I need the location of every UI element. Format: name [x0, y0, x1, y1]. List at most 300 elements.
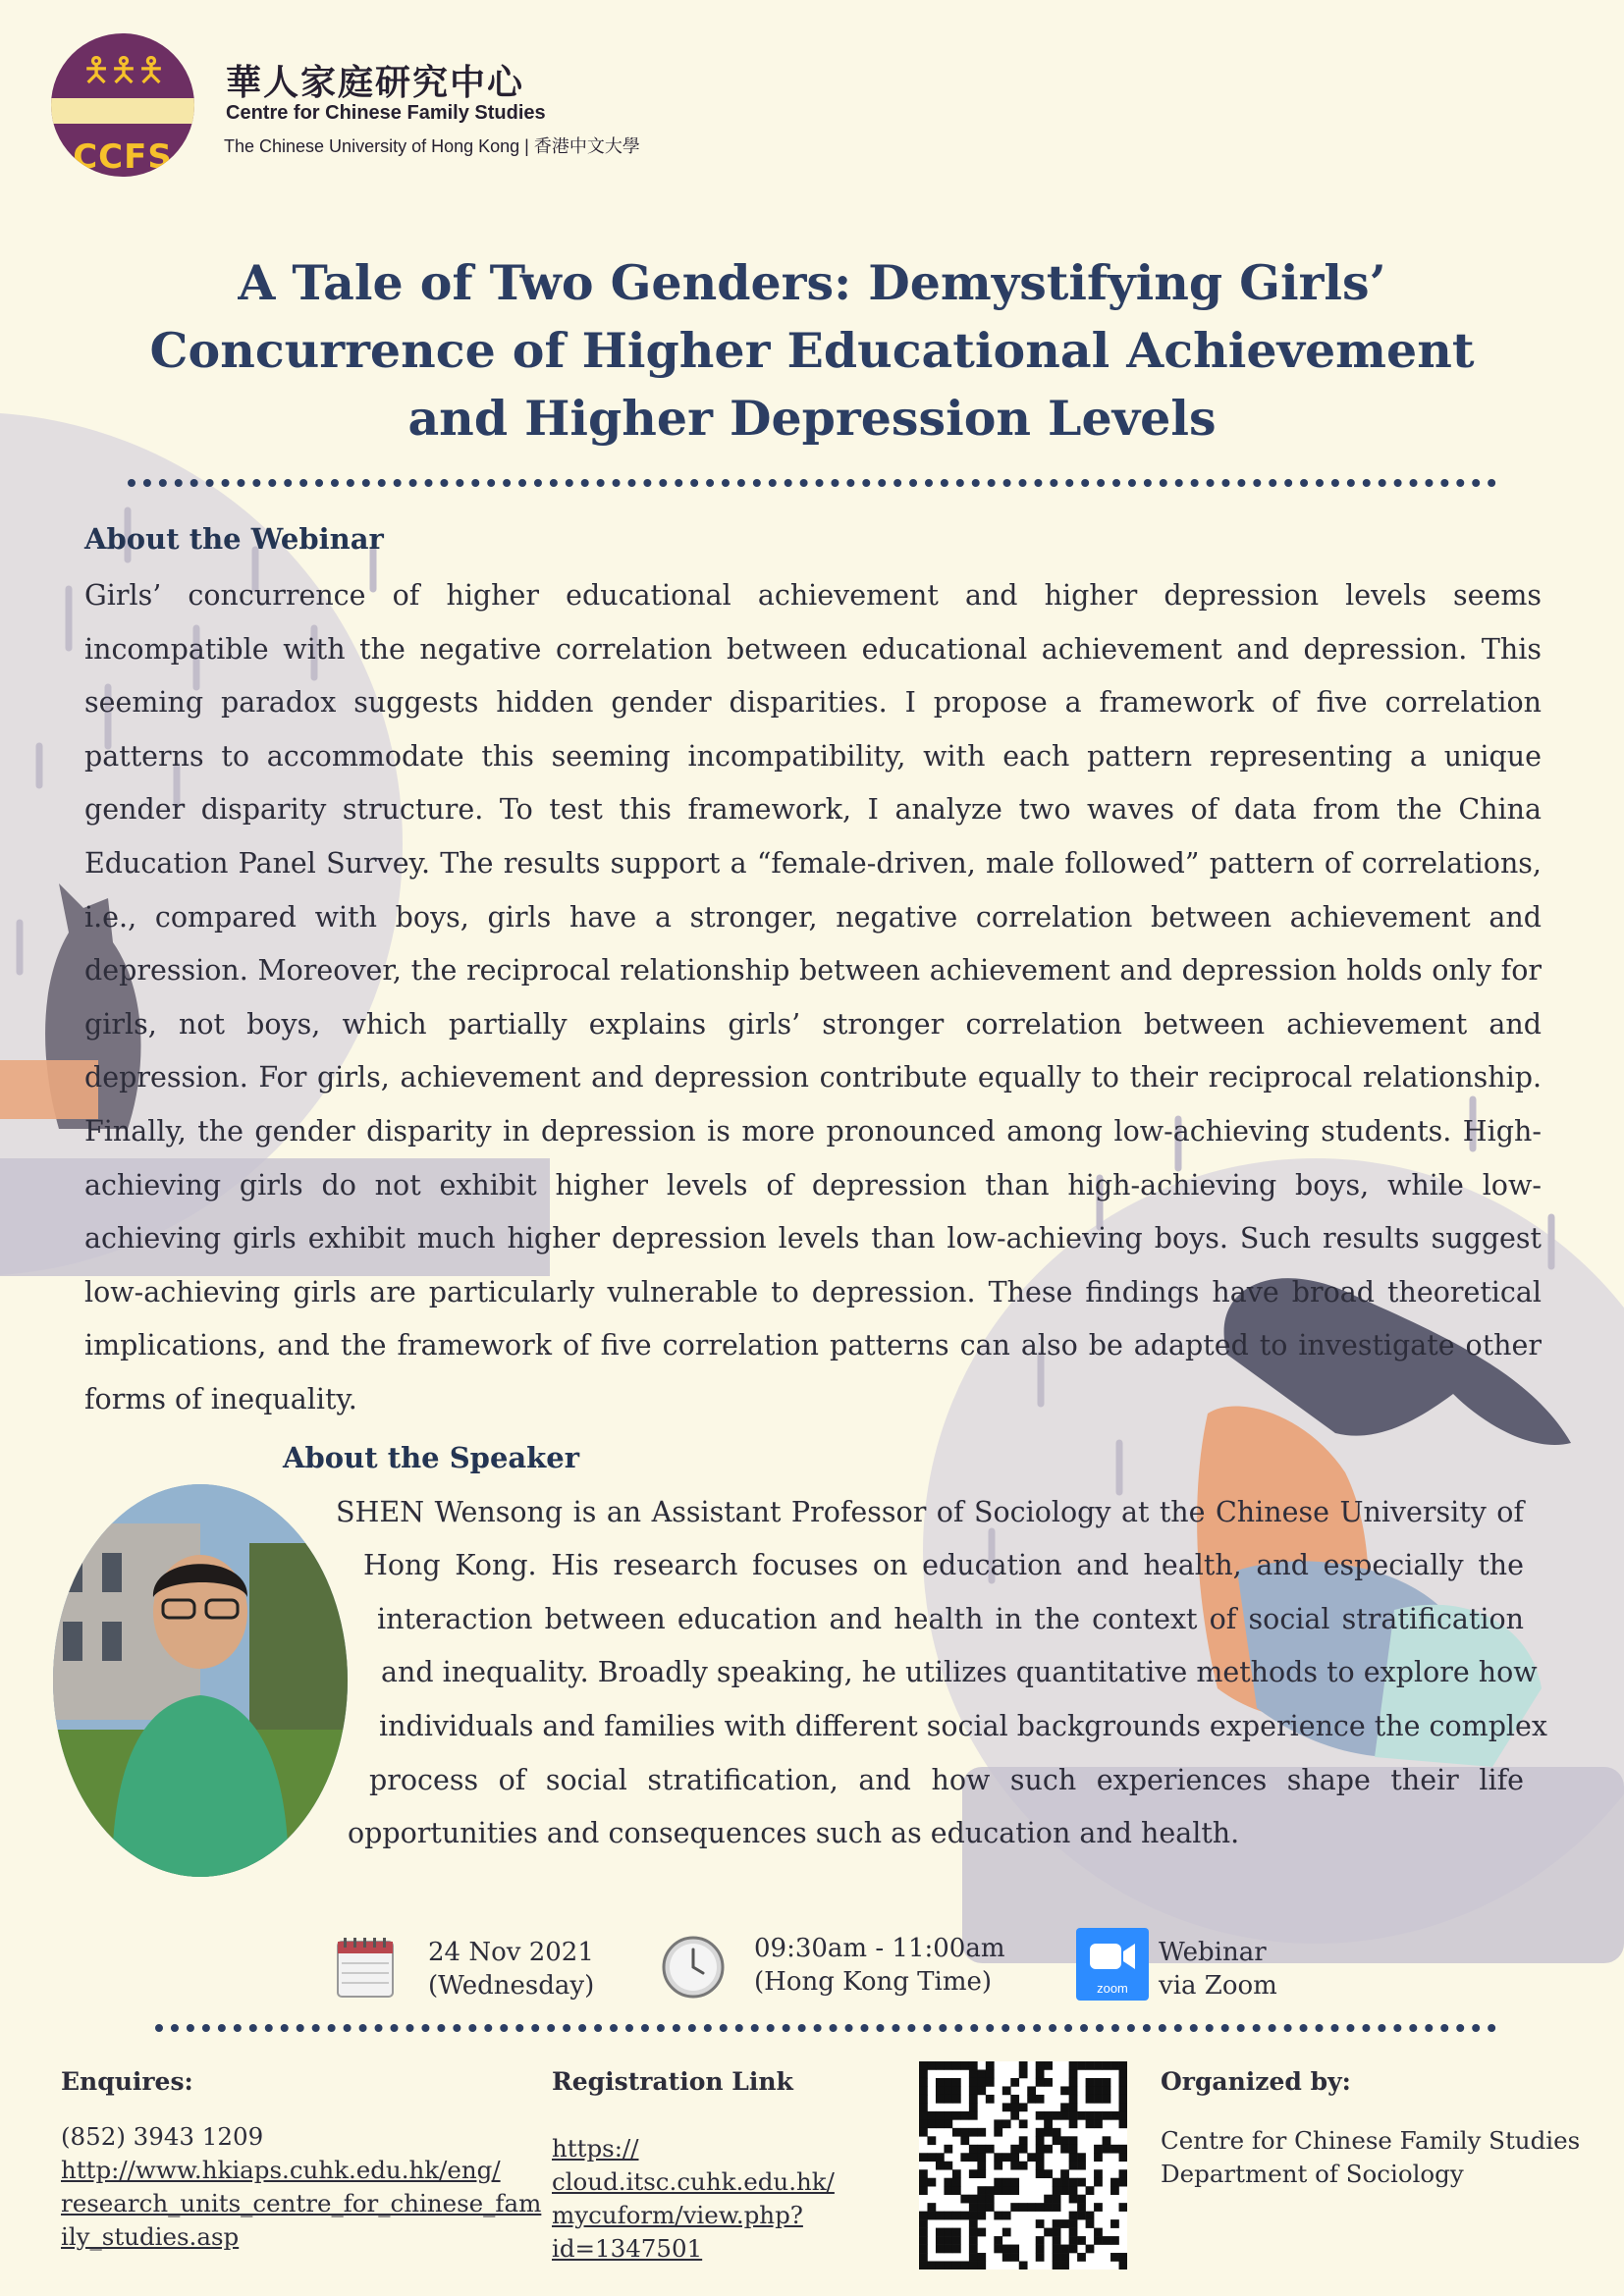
qr-module: [1119, 2153, 1127, 2162]
qr-module: [919, 2153, 928, 2162]
qr-module: [1027, 2086, 1036, 2095]
qr-module: [944, 2061, 952, 2070]
event-date-block: [428, 1936, 594, 2002]
qr-module: [977, 2169, 986, 2178]
qr-module: [1119, 2069, 1127, 2078]
qr-module: [1069, 2153, 1078, 2162]
event-mode-block: [1159, 1936, 1277, 2002]
enquiry-phone: (852) 3943 1209: [61, 2122, 264, 2151]
qr-module: [1094, 2153, 1103, 2162]
qr-module: [1010, 2162, 1019, 2170]
enquiry-link-line-3[interactable]: ily_studies.asp: [61, 2222, 240, 2251]
qr-module: [1069, 2195, 1078, 2204]
qr-module: [1053, 2236, 1061, 2245]
qr-module: [994, 2119, 1002, 2128]
qr-module: [977, 2145, 986, 2154]
title-line-1: A Tale of Two Genders: Demystifying Girls’: [238, 254, 1386, 311]
qr-module: [952, 2061, 961, 2070]
qr-module: [960, 2136, 969, 2145]
qr-module: [1110, 2219, 1119, 2228]
qr-module: [960, 2153, 969, 2162]
qr-module: [919, 2236, 928, 2245]
qr-module: [977, 2203, 986, 2212]
qr-module: [1060, 2245, 1069, 2254]
qr-module: [1077, 2253, 1086, 2262]
qr-module: [1094, 2095, 1103, 2104]
event-mode-line-2: via Zoom: [1159, 1971, 1277, 2001]
qr-module: [919, 2069, 928, 2078]
family-figures-icon: 🯅🯅🯅: [81, 51, 164, 90]
qr-module: [1086, 2086, 1095, 2095]
qr-module: [927, 2111, 936, 2120]
qr-module: [944, 2095, 952, 2104]
qr-module: [969, 2169, 978, 2178]
qr-module: [1060, 2086, 1069, 2095]
qr-module: [969, 2153, 978, 2162]
enquiry-link-line-2[interactable]: research_units_centre_for_chinese_fam: [61, 2189, 542, 2217]
qr-module: [1086, 2245, 1095, 2254]
org-name-chinese: 華人家庭研究中心: [226, 62, 525, 103]
qr-module: [1060, 2186, 1069, 2195]
qr-module: [936, 2095, 945, 2104]
qr-module: [1044, 2195, 1053, 2204]
registration-link-line-2[interactable]: cloud.itsc.cuhk.edu.hk/: [552, 2167, 835, 2196]
qr-module: [1094, 2178, 1103, 2187]
enquires-heading: Enquires:: [61, 2067, 193, 2096]
qr-module: [969, 2086, 978, 2095]
qr-module: [1027, 2095, 1036, 2104]
qr-module: [1069, 2119, 1078, 2128]
qr-module: [986, 2061, 995, 2070]
qr-module: [1069, 2061, 1078, 2070]
qr-module: [986, 2145, 995, 2154]
qr-module: [1086, 2061, 1095, 2070]
qr-module: [1019, 2103, 1028, 2111]
qr-module: [969, 2245, 978, 2254]
qr-module: [1010, 2186, 1019, 2195]
qr-module: [919, 2219, 928, 2228]
qr-module: [1036, 2111, 1045, 2120]
qr-module: [1044, 2203, 1053, 2212]
qr-module: [944, 2262, 952, 2269]
qr-module: [927, 2178, 936, 2187]
qr-module: [919, 2061, 928, 2070]
qr-module: [1053, 2203, 1061, 2212]
qr-module: [952, 2095, 961, 2104]
qr-module: [936, 2245, 945, 2254]
qr-module: [1110, 2178, 1119, 2187]
qr-module: [994, 2178, 1002, 2187]
qr-module: [986, 2069, 995, 2078]
qr-module: [994, 2186, 1002, 2195]
qr-module: [1119, 2262, 1127, 2269]
qr-module: [1010, 2145, 1019, 2154]
qr-module: [1036, 2162, 1045, 2170]
qr-module: [944, 2078, 952, 2087]
speaker-bio-line-3: interaction between education and health in the context of social stratification: [377, 1603, 1524, 1635]
qr-module: [919, 2128, 928, 2137]
qr-module: [994, 2153, 1002, 2162]
qr-module: [1103, 2236, 1111, 2245]
qr-module: [1002, 2245, 1011, 2254]
qr-module: [919, 2212, 928, 2220]
qr-module: [969, 2203, 978, 2212]
qr-code-icon: [919, 2061, 1127, 2269]
qr-module: [1019, 2136, 1028, 2145]
qr-module: [1094, 2228, 1103, 2237]
qr-module: [1053, 2178, 1061, 2187]
qr-module: [952, 2169, 961, 2178]
qr-module: [919, 2169, 928, 2178]
qr-module: [1077, 2153, 1086, 2162]
speaker-bio-line-7: opportunities and consequences such as education and health.: [348, 1817, 1240, 1849]
event-date: 24 Nov 2021: [428, 1938, 594, 1967]
registration-heading: Registration Link: [552, 2067, 793, 2096]
qr-module: [952, 2212, 961, 2220]
qr-module: [1036, 2219, 1045, 2228]
qr-module: [1010, 2203, 1019, 2212]
qr-module: [936, 2212, 945, 2220]
qr-module: [1010, 2103, 1019, 2111]
logo-text: CCFS: [73, 137, 173, 177]
qr-module: [919, 2103, 928, 2111]
qr-module: [1069, 2236, 1078, 2245]
qr-module: [944, 2212, 952, 2220]
qr-module: [1044, 2078, 1053, 2087]
qr-module: [1094, 2119, 1103, 2128]
qr-module: [1002, 2212, 1011, 2220]
qr-module: [960, 2262, 969, 2269]
qr-module: [1002, 2228, 1011, 2237]
qr-module: [960, 2128, 969, 2137]
qr-module: [1077, 2203, 1086, 2212]
qr-module: [1119, 2111, 1127, 2120]
qr-module: [1110, 2236, 1119, 2245]
qr-module: [1103, 2145, 1111, 2154]
qr-module: [919, 2111, 928, 2120]
webinar-heading: About the Webinar: [84, 522, 384, 556]
qr-module: [936, 2061, 945, 2070]
qr-module: [944, 2145, 952, 2154]
qr-module: [994, 2162, 1002, 2170]
qr-module: [1069, 2095, 1078, 2104]
qr-module: [919, 2095, 928, 2104]
qr-module: [936, 2086, 945, 2095]
qr-module: [969, 2103, 978, 2111]
registration-link-line-3[interactable]: mycuform/view.php?: [552, 2201, 803, 2229]
qr-module: [1069, 2069, 1078, 2078]
footer-divider: [155, 2024, 1496, 2032]
qr-module: [1036, 2061, 1045, 2070]
qr-module: [1044, 2128, 1053, 2137]
qr-module: [1103, 2111, 1111, 2120]
speaker-photo: [53, 1484, 348, 1877]
qr-module: [1119, 2061, 1127, 2070]
qr-module: [977, 2212, 986, 2220]
qr-module: [1036, 2136, 1045, 2145]
qr-module: [969, 2219, 978, 2228]
qr-module: [1094, 2145, 1103, 2154]
university-name: The Chinese University of Hong Kong | 香港中文大學: [224, 136, 640, 156]
qr-module: [1036, 2078, 1045, 2087]
qr-module: [1060, 2253, 1069, 2262]
qr-module: [1036, 2236, 1045, 2245]
qr-module: [969, 2078, 978, 2087]
qr-module: [994, 2245, 1002, 2254]
calendar-icon: [336, 1936, 397, 2001]
qr-module: [1094, 2078, 1103, 2087]
qr-module: [1002, 2086, 1011, 2095]
registration-link-line-1[interactable]: https://: [552, 2134, 639, 2163]
qr-module: [1094, 2236, 1103, 2245]
qr-module: [1077, 2111, 1086, 2120]
qr-module: [969, 2069, 978, 2078]
qr-module: [1069, 2178, 1078, 2187]
registration-link[interactable]: [552, 2132, 835, 2266]
qr-module: [1119, 2203, 1127, 2212]
qr-module: [1027, 2203, 1036, 2212]
qr-module: [1110, 2253, 1119, 2262]
qr-module: [1036, 2169, 1045, 2178]
qr-module: [927, 2262, 936, 2269]
organized-heading: Organized by:: [1161, 2067, 1351, 2096]
qr-module: [919, 2086, 928, 2095]
org-name-english: Centre for Chinese Family Studies: [226, 102, 546, 124]
qr-module: [1036, 2145, 1045, 2154]
qr-module: [1036, 2095, 1045, 2104]
event-time: 09:30am - 11:00am: [754, 1934, 1005, 1963]
qr-module: [1019, 2119, 1028, 2128]
qr-module: [1069, 2219, 1078, 2228]
qr-module: [1077, 2061, 1086, 2070]
qr-module: [969, 2145, 978, 2154]
qr-module: [977, 2128, 986, 2137]
qr-module: [919, 2119, 928, 2128]
zoom-label: zoom: [1097, 1981, 1128, 1996]
title-line-2: Concurrence of Higher Educational Achievement: [149, 322, 1475, 379]
qr-module: [1036, 2253, 1045, 2262]
qr-module: [994, 2212, 1002, 2220]
qr-module: [936, 2111, 945, 2120]
qr-module: [1069, 2212, 1078, 2220]
qr-module: [944, 2245, 952, 2254]
qr-module: [927, 2203, 936, 2212]
qr-module: [969, 2195, 978, 2204]
qr-module: [919, 2253, 928, 2262]
qr-module: [1044, 2228, 1053, 2237]
qr-module: [919, 2078, 928, 2087]
event-weekday: (Wednesday): [428, 1971, 595, 2001]
qr-module: [977, 2162, 986, 2170]
qr-module: [969, 2111, 978, 2120]
qr-module: [960, 2111, 969, 2120]
qr-module: [1060, 2103, 1069, 2111]
qr-module: [1010, 2245, 1019, 2254]
speaker-heading: About the Speaker: [283, 1441, 580, 1474]
qr-module: [977, 2186, 986, 2195]
qr-module: [936, 2236, 945, 2245]
qr-module: [1002, 2178, 1011, 2187]
qr-module: [1019, 2061, 1028, 2070]
qr-module: [1094, 2111, 1103, 2120]
qr-module: [1103, 2061, 1111, 2070]
title-line-3: and Higher Depression Levels: [407, 390, 1217, 447]
qr-module: [952, 2236, 961, 2245]
qr-module: [1060, 2178, 1069, 2187]
qr-module: [1060, 2262, 1069, 2269]
qr-module: [1103, 2086, 1111, 2095]
qr-module: [952, 2262, 961, 2269]
enquiry-link-line-1[interactable]: http://www.hkiaps.cuhk.edu.hk/eng/: [61, 2156, 501, 2184]
qr-module: [1002, 2119, 1011, 2128]
qr-module: [1002, 2153, 1011, 2162]
qr-module: [1110, 2111, 1119, 2120]
event-mode-line-1: Webinar: [1159, 1938, 1267, 1967]
enquiry-link[interactable]: [61, 2154, 541, 2254]
qr-module: [1119, 2103, 1127, 2111]
qr-module: [952, 2128, 961, 2137]
qr-module: [1060, 2145, 1069, 2154]
qr-module: [1086, 2212, 1095, 2220]
qr-module: [1010, 2153, 1019, 2162]
qr-module: [1077, 2195, 1086, 2204]
qr-module: [1044, 2169, 1053, 2178]
qr-module: [986, 2195, 995, 2204]
qr-module: [1044, 2111, 1053, 2120]
speaker-portrait-image: [53, 1484, 348, 1877]
qr-module: [1069, 2245, 1078, 2254]
qr-module: [1053, 2262, 1061, 2269]
zoom-icon: [1076, 1928, 1149, 2001]
qr-module: [1110, 2186, 1119, 2195]
qr-module: [927, 2153, 936, 2162]
qr-module: [936, 2262, 945, 2269]
qr-module: [919, 2186, 928, 2195]
qr-module: [977, 2195, 986, 2204]
qr-module: [1010, 2095, 1019, 2104]
qr-module: [1044, 2119, 1053, 2128]
logo-band: [51, 98, 194, 124]
speaker-bio-line-1: SHEN Wensong is an Assistant Professor of Sociology at the Chinese University of: [336, 1496, 1524, 1528]
qr-module: [977, 2253, 986, 2262]
qr-module: [1036, 2128, 1045, 2137]
qr-module: [952, 2186, 961, 2195]
qr-module: [1103, 2078, 1111, 2087]
qr-module: [1053, 2136, 1061, 2145]
qr-module: [1053, 2219, 1061, 2228]
qr-module: [1010, 2078, 1019, 2087]
registration-link-line-4[interactable]: id=1347501: [552, 2234, 703, 2263]
qr-module: [944, 2178, 952, 2187]
qr-module: [1069, 2145, 1078, 2154]
qr-module: [1077, 2236, 1086, 2245]
qr-module: [1069, 2103, 1078, 2111]
qr-module: [919, 2262, 928, 2269]
qr-module: [969, 2236, 978, 2245]
qr-module: [1036, 2069, 1045, 2078]
qr-module: [1086, 2078, 1095, 2087]
qr-module: [1010, 2111, 1019, 2120]
qr-module: [952, 2078, 961, 2087]
qr-module: [977, 2069, 986, 2078]
qr-module: [977, 2086, 986, 2095]
qr-module: [977, 2228, 986, 2237]
event-time-block: [754, 1932, 1004, 1999]
organizer-1: Centre for Chinese Family Studies: [1161, 2126, 1581, 2155]
qr-module: [977, 2153, 986, 2162]
qr-module: [1036, 2153, 1045, 2162]
clock-icon: [660, 1934, 727, 2001]
qr-module: [1110, 2061, 1119, 2070]
qr-module: [977, 2262, 986, 2269]
qr-module: [952, 2228, 961, 2237]
qr-module: [1053, 2128, 1061, 2137]
qr-module: [1010, 2178, 1019, 2187]
registration-qr-code[interactable]: [919, 2061, 1127, 2269]
qr-module: [936, 2119, 945, 2128]
qr-module: [1060, 2111, 1069, 2120]
qr-module: [1036, 2203, 1045, 2212]
qr-module: [936, 2162, 945, 2170]
qr-module: [986, 2186, 995, 2195]
ccfs-logo: [51, 33, 194, 177]
organizer-2: Department of Sociology: [1161, 2160, 1464, 2188]
qr-module: [944, 2236, 952, 2245]
qr-module: [1103, 2095, 1111, 2104]
qr-module: [1086, 2111, 1095, 2120]
qr-module: [1053, 2253, 1061, 2262]
qr-module: [1010, 2253, 1019, 2262]
qr-module: [994, 2236, 1002, 2245]
qr-module: [1019, 2262, 1028, 2269]
qr-module: [969, 2212, 978, 2220]
qr-module: [1060, 2136, 1069, 2145]
qr-module: [919, 2228, 928, 2237]
qr-module: [1119, 2178, 1127, 2187]
qr-module: [1053, 2111, 1061, 2120]
qr-module: [969, 2262, 978, 2269]
qr-module: [960, 2195, 969, 2204]
webinar-abstract: Girls’ concurrence of higher educational achievement and higher depression levels seems incompatible with the negative correlation between educational achievement and depression. This seeming paradox suggests hidden gender disparities. I propose a framework of five correlation patterns to accommodate this seeming incompatibility, with each pattern representing a unique gender disparity structure. To test this framework, I analyze two waves of data from the China Education Panel Survey. The results support a “female-driven, male followed” pattern of correlations, i.e., compared with boys, girls have a stronger, negative correlation between achievement and depression. Moreover, the reciprocal relationship between achievement and depression holds only for girls, not boys, which partially explains girls’ stronger correlation between achievement and depression. For girls, achievement and depression contribute equally to their reciprocal relationship. Finally, the gender disparity in depression is more pronounced among low-achieving students. High-achieving girls do not exhibit higher levels of depression than high-achieving boys, while low-achieving girls exhibit much higher depression levels than low-achieving boys. Such results suggest low-achieving girls are particularly vulnerable to depression. These findings have broad theoretical implications, and the framework of five correlation patterns can also be adapted to investigate other forms of inequality.: [84, 579, 1542, 1415]
qr-module: [1094, 2203, 1103, 2212]
qr-module: [1077, 2212, 1086, 2220]
qr-module: [936, 2153, 945, 2162]
qr-module: [1053, 2245, 1061, 2254]
qr-module: [1103, 2136, 1111, 2145]
qr-module: [986, 2078, 995, 2087]
qr-module: [927, 2119, 936, 2128]
qr-module: [919, 2245, 928, 2254]
qr-module: [969, 2228, 978, 2237]
qr-module: [1094, 2061, 1103, 2070]
qr-module: [1094, 2169, 1103, 2178]
video-camera-icon: [1076, 1928, 1149, 1983]
qr-module: [1110, 2145, 1119, 2154]
qr-module: [1119, 2095, 1127, 2104]
qr-module: [960, 2061, 969, 2070]
qr-module: [1119, 2145, 1127, 2154]
qr-module: [1094, 2086, 1103, 2095]
qr-module: [1069, 2136, 1078, 2145]
qr-module: [952, 2086, 961, 2095]
qr-module: [1019, 2145, 1028, 2154]
qr-module: [927, 2212, 936, 2220]
qr-module: [944, 2162, 952, 2170]
qr-module: [944, 2119, 952, 2128]
qr-module: [969, 2128, 978, 2137]
qr-module: [1053, 2195, 1061, 2204]
qr-module: [1069, 2086, 1078, 2095]
